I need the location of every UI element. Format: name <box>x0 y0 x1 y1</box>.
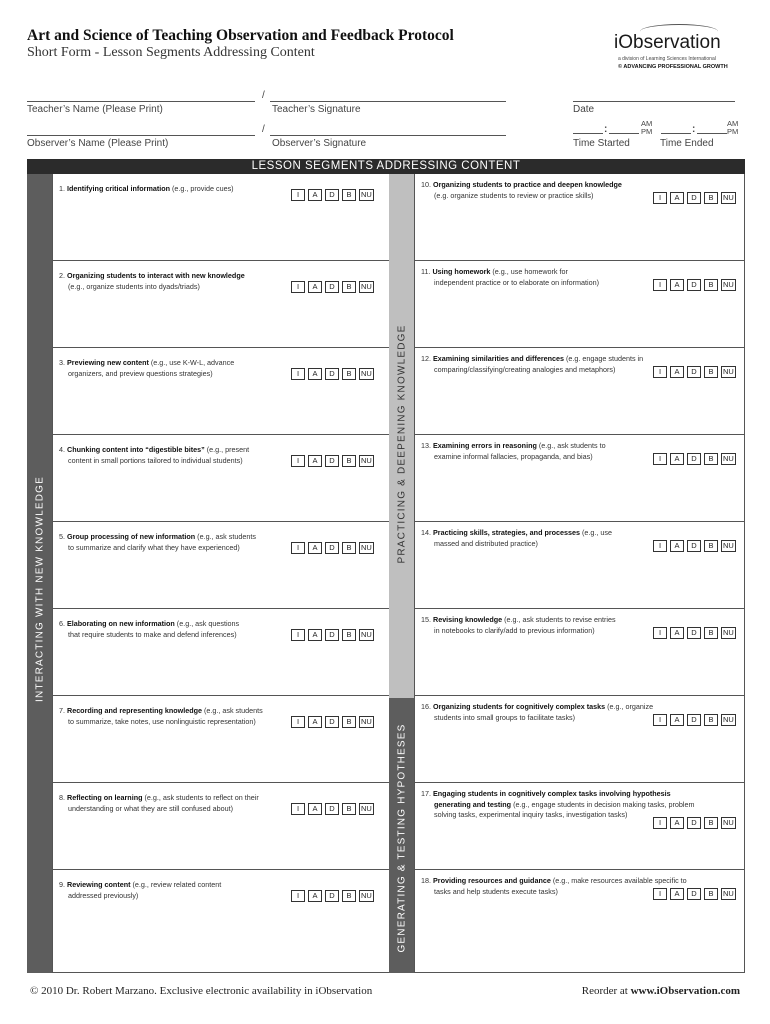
right-rating-group-6 <box>653 627 736 639</box>
rating-box-a[interactable]: A <box>308 368 322 380</box>
left-rating-group-3 <box>291 368 374 380</box>
rating-box-nu[interactable]: NU <box>723 715 734 724</box>
item-text: 3. Previewing new content (e.g., use K-W-L, advance organizers, and preview questions strategies) <box>59 358 235 378</box>
right-rating-group-4 <box>653 453 736 465</box>
rating-box-d[interactable]: D <box>687 888 701 900</box>
rating-box-d[interactable]: D <box>325 803 339 815</box>
rating-box-nu[interactable]: NU <box>723 280 734 289</box>
left-rating-group-9 <box>291 890 374 902</box>
rating-box-a[interactable]: A <box>670 279 684 291</box>
rating-box-b[interactable]: B <box>704 627 718 639</box>
rating-box-i[interactable]: I <box>291 281 305 293</box>
rating-box-i[interactable]: I <box>653 627 667 639</box>
rating-box-a[interactable]: A <box>670 540 684 552</box>
rating-box-nu[interactable]: NU <box>723 367 734 376</box>
rating-box-b[interactable]: B <box>704 366 718 378</box>
rating-box-nu[interactable]: NU <box>361 630 372 639</box>
rating-box-a[interactable]: A <box>670 366 684 378</box>
item-text: 14. Practicing skills, strategies, and processes (e.g., use massed and distributed practice) <box>421 528 612 548</box>
rating-box-b[interactable]: B <box>342 542 356 554</box>
rating-box-b[interactable]: B <box>342 629 356 641</box>
rating-box-a[interactable]: A <box>670 888 684 900</box>
rating-box-d[interactable]: D <box>325 368 339 380</box>
rating-box-b[interactable]: B <box>704 192 718 204</box>
rating-box-a[interactable]: A <box>670 714 684 726</box>
rating-box-b[interactable]: B <box>342 716 356 728</box>
rating-box-b[interactable]: B <box>704 540 718 552</box>
item-cell-18[interactable] <box>415 870 745 973</box>
rating-box-a[interactable]: A <box>308 716 322 728</box>
rating-box-nu[interactable]: NU <box>361 891 372 900</box>
rating-box-nu[interactable]: NU <box>723 541 734 550</box>
left-rating-group-1 <box>291 189 374 201</box>
rating-box-b[interactable]: B <box>704 714 718 726</box>
item-text: 7. Recording and representing knowledge (e.g., ask students to summarize, take notes, use nonlinguistic representation) <box>59 706 263 726</box>
item-text: 12. Examining similarities and differences (e.g. engage students in comparing/classifying/creating analogies and metaphors) <box>421 354 644 374</box>
rating-box-a[interactable]: A <box>308 803 322 815</box>
form-subtitle: Short Form - Lesson Segments Addressing Content <box>27 45 315 60</box>
rating-box-i[interactable]: I <box>291 189 305 201</box>
rating-box-d[interactable]: D <box>325 542 339 554</box>
item-cell-16[interactable] <box>415 696 745 783</box>
item-cell-14[interactable] <box>415 522 745 609</box>
rating-box-b[interactable]: B <box>704 817 718 829</box>
date-line[interactable] <box>573 101 735 102</box>
rating-box-i[interactable]: I <box>291 455 305 467</box>
teacher-signature-label: Teacher’s Signature <box>272 104 361 115</box>
observer-name-line[interactable] <box>27 135 255 136</box>
rating-box-d[interactable]: D <box>687 192 701 204</box>
left-rating-group-2 <box>291 281 374 293</box>
item-text: 9. Reviewing content (e.g., review related content addressed previously) <box>59 880 222 900</box>
rating-box-b[interactable]: B <box>704 888 718 900</box>
right-rating-group-8 <box>653 817 736 829</box>
rating-box-b[interactable]: B <box>342 189 356 201</box>
item-cell-9[interactable] <box>53 870 389 973</box>
time-ended-hour[interactable] <box>661 133 691 134</box>
rating-box-a[interactable]: A <box>308 455 322 467</box>
section-label-interacting: INTERACTING WITH NEW KNOWLEDGE <box>34 476 45 702</box>
rating-box-nu[interactable]: NU <box>361 717 372 726</box>
rating-box-d[interactable]: D <box>687 817 701 829</box>
item-text: 2. Organizing students to interact with new knowledge (e.g., organize students into dyads/triads) <box>59 271 245 291</box>
time-started-label: Time Started <box>573 138 630 149</box>
right-rating-group-2 <box>653 279 736 291</box>
item-cell-6[interactable] <box>53 609 389 696</box>
rating-box-nu[interactable]: NU <box>723 193 734 202</box>
right-rating-group-7 <box>653 714 736 726</box>
left-rating-group-4 <box>291 455 374 467</box>
teacher-name-line[interactable] <box>27 101 255 102</box>
left-rating-group-7 <box>291 716 374 728</box>
rating-box-i[interactable]: I <box>291 890 305 902</box>
section-label-generating: GENERATING & TESTING HYPOTHESES <box>396 723 407 953</box>
right-rating-group-1 <box>653 192 736 204</box>
rating-box-b[interactable]: B <box>342 803 356 815</box>
rating-box-i[interactable]: I <box>291 629 305 641</box>
item-text: 5. Group processing of new information (e.g., ask students to summarize and clarify what they have experienced) <box>59 532 256 552</box>
section-bar-left <box>27 174 52 973</box>
item-text: 17. Engaging students in cognitively complex tasks involving hypothesis generating and testing (e.g., engage students in decision making tasks, problem solving tasks, experimental inquiry tasks, investigation tasks) <box>421 789 695 819</box>
rating-box-a[interactable]: A <box>308 890 322 902</box>
time-ended-pm[interactable]: PM <box>727 127 739 136</box>
time-started-am[interactable]: AM <box>641 119 653 128</box>
rating-box-nu[interactable]: NU <box>361 543 372 552</box>
item-cell-8[interactable] <box>53 783 389 870</box>
item-text: 11. Using homework (e.g., use homework for independent practice or to elaborate on information) <box>421 267 600 287</box>
time-colon: : <box>692 124 696 135</box>
rating-box-nu[interactable]: NU <box>723 454 734 463</box>
item-text: 10. Organizing students to practice and deepen knowledge (e.g. organize students to review or practice skills) <box>421 180 622 200</box>
item-text: 18. Providing resources and guidance (e.g., make resources available specific to tasks and help students execute tasks) <box>421 876 687 896</box>
rating-box-d[interactable]: D <box>325 281 339 293</box>
rating-box-a[interactable]: A <box>308 629 322 641</box>
rating-box-i[interactable]: I <box>653 453 667 465</box>
item-cell-15[interactable] <box>415 609 745 696</box>
section-band: LESSON SEGMENTS ADDRESSING CONTENT <box>27 159 745 174</box>
time-ended-am[interactable]: AM <box>727 119 739 128</box>
teacher-name-label: Teacher’s Name (Please Print) <box>27 104 163 115</box>
left-rating-group-8 <box>291 803 374 815</box>
teacher-signature-line[interactable] <box>270 101 506 102</box>
rating-box-i[interactable]: I <box>291 716 305 728</box>
right-rating-group-3 <box>653 366 736 378</box>
reorder-url[interactable]: www.iObservation.com <box>630 985 740 997</box>
rating-box-b[interactable]: B <box>342 455 356 467</box>
time-ended-label: Time Ended <box>660 138 714 149</box>
item-cell-2[interactable] <box>53 261 389 348</box>
rating-box-nu[interactable]: NU <box>723 889 734 898</box>
time-started-hour[interactable] <box>573 133 603 134</box>
rating-box-d[interactable]: D <box>687 627 701 639</box>
rating-box-b[interactable]: B <box>704 279 718 291</box>
rating-box-i[interactable]: I <box>291 368 305 380</box>
rating-box-i[interactable]: I <box>653 540 667 552</box>
item-text: 16. Organizing students for cognitively complex tasks (e.g., organize students into small groups to facilitate tasks) <box>421 702 654 722</box>
rating-box-i[interactable]: I <box>653 714 667 726</box>
logo-tagline: © ADVANCING PROFESSIONAL GROWTH <box>618 64 728 70</box>
separator: / <box>262 124 265 135</box>
item-text: 1. Identifying critical information (e.g., provide cues) <box>59 184 234 193</box>
right-rating-group-5 <box>653 540 736 552</box>
item-cell-7[interactable] <box>53 696 389 783</box>
rating-box-i[interactable]: I <box>291 803 305 815</box>
rating-box-nu[interactable]: NU <box>361 282 372 291</box>
copyright: © 2010 Dr. Robert Marzano. Exclusive electronic availability in iObservation <box>30 985 373 997</box>
rating-box-a[interactable]: A <box>670 453 684 465</box>
rating-box-d[interactable]: D <box>687 366 701 378</box>
left-rating-group-5 <box>291 542 374 554</box>
logo: iObservation <box>614 32 721 53</box>
rating-box-i[interactable]: I <box>653 192 667 204</box>
time-started-minute[interactable] <box>609 133 639 134</box>
item-text: 13. Examining errors in reasoning (e.g., ask students to examine informal fallacies, propaganda, and bias) <box>421 441 606 461</box>
rating-box-nu[interactable]: NU <box>361 804 372 813</box>
item-text: 8. Reflecting on learning (e.g., ask students to reflect on their understanding or what they are still confused about) <box>59 793 259 813</box>
time-started-pm[interactable]: PM <box>641 127 653 136</box>
item-cell-5[interactable] <box>53 522 389 609</box>
rating-box-d[interactable]: D <box>687 540 701 552</box>
item-cell-12[interactable] <box>415 348 745 435</box>
item-text: 15. Revising knowledge (e.g., ask students to revise entries in notebooks to clarify/add to previous information) <box>421 615 616 635</box>
rating-box-a[interactable]: A <box>670 817 684 829</box>
left-rating-group-6 <box>291 629 374 641</box>
item-text: 6. Elaborating on new information (e.g., ask questions that require students to make and defend inferences) <box>59 619 240 639</box>
logo-subtitle: a division of Learning Sciences International <box>618 56 716 62</box>
rating-box-nu[interactable]: NU <box>723 628 734 637</box>
rating-box-i[interactable]: I <box>653 888 667 900</box>
rating-box-a[interactable]: A <box>308 281 322 293</box>
rating-box-i[interactable]: I <box>653 366 667 378</box>
observer-signature-label: Observer’s Signature <box>272 138 367 149</box>
separator: / <box>262 90 265 101</box>
rating-box-d[interactable]: D <box>687 714 701 726</box>
rating-box-b[interactable]: B <box>704 453 718 465</box>
rating-box-i[interactable]: I <box>291 542 305 554</box>
section-bar-generating <box>389 698 414 973</box>
item-cell-1[interactable] <box>53 174 389 261</box>
rating-box-d[interactable]: D <box>325 455 339 467</box>
rating-box-a[interactable]: A <box>308 542 322 554</box>
form-title: Art and Science of Teaching Observation and Feedback Protocol <box>27 27 454 44</box>
rating-box-d[interactable]: D <box>325 716 339 728</box>
rating-box-d[interactable]: D <box>687 453 701 465</box>
rating-box-d[interactable]: D <box>325 890 339 902</box>
item-cell-17[interactable] <box>415 783 745 870</box>
rating-box-i[interactable]: I <box>653 279 667 291</box>
rating-box-a[interactable]: A <box>670 192 684 204</box>
rating-box-nu[interactable]: NU <box>361 190 372 199</box>
item-text: 4. Chunking content into “digestible bites” (e.g., present content in small portions tailored to individual students) <box>59 445 250 465</box>
date-label: Date <box>573 104 595 115</box>
reorder: Reorder at www.iObservation.com <box>581 985 740 997</box>
section-bar-practicing <box>389 174 414 698</box>
right-rating-group-9 <box>653 888 736 900</box>
observer-name-label: Observer’s Name (Please Print) <box>27 138 169 149</box>
section-label-practicing: PRACTICING & DEEPENING KNOWLEDGE <box>396 324 407 564</box>
rating-box-b[interactable]: B <box>342 281 356 293</box>
item-cell-13[interactable] <box>415 435 745 522</box>
time-colon: : <box>604 124 608 135</box>
rating-box-nu[interactable]: NU <box>361 369 372 378</box>
item-cell-11[interactable] <box>415 261 745 348</box>
item-cell-4[interactable] <box>53 435 389 522</box>
time-ended-minute[interactable] <box>697 133 727 134</box>
rating-box-b[interactable]: B <box>342 890 356 902</box>
rating-box-b[interactable]: B <box>342 368 356 380</box>
rating-box-d[interactable]: D <box>325 629 339 641</box>
rating-box-i[interactable]: I <box>653 817 667 829</box>
observer-signature-line[interactable] <box>270 135 506 136</box>
rating-box-nu[interactable]: NU <box>361 456 372 465</box>
item-cell-10[interactable] <box>415 174 745 261</box>
rating-box-nu[interactable]: NU <box>723 818 734 827</box>
rating-box-a[interactable]: A <box>308 189 322 201</box>
rating-box-a[interactable]: A <box>670 627 684 639</box>
item-cell-3[interactable] <box>53 348 389 435</box>
rating-box-d[interactable]: D <box>687 279 701 291</box>
rating-box-d[interactable]: D <box>325 189 339 201</box>
